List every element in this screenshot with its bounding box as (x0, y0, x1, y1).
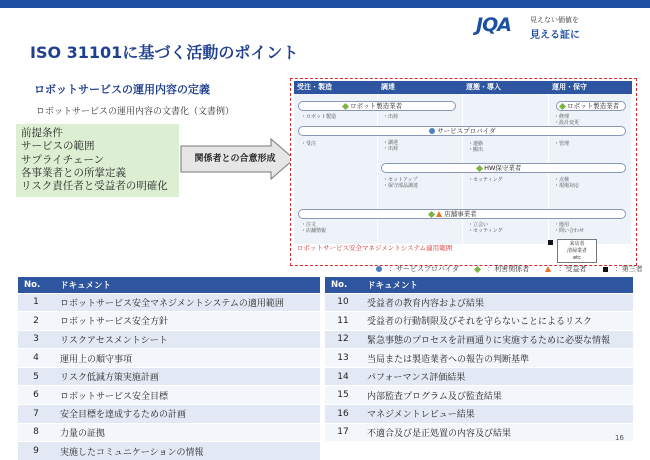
row-number: 3 (18, 330, 54, 349)
document-name: パフォーマンス評価結果 (361, 367, 633, 386)
note: ・修理 (554, 114, 570, 120)
section-subtitle: ロボットサービスの運用内容の定義 (34, 83, 210, 96)
pill-label: サービスプロバイダ (437, 127, 496, 135)
diagram-legend (376, 264, 650, 274)
column-header: 調達 (378, 81, 463, 94)
definition-item: 前提条件 (21, 127, 63, 139)
column-header: ドキュメント (361, 277, 633, 293)
table-row (18, 367, 320, 386)
logo-tagline-bold: 見える証に (530, 30, 580, 41)
note: ・搬出 (468, 147, 484, 153)
document-name: リスク低減方策実施計画 (54, 367, 320, 386)
arrow-label: 関係者との合意形成 (194, 154, 276, 164)
row-number: 17 (325, 423, 361, 442)
provider-circle-icon (376, 266, 382, 272)
note: ・セッティング (468, 177, 503, 183)
document-name: リスクアセスメントシート (54, 330, 320, 349)
beneficiary-triangle-icon (436, 211, 442, 217)
diagram-scope-label: ロボットサービス安全マネジメントシステム適用範囲 (297, 244, 453, 252)
legend-label: ：第三者 (614, 265, 643, 273)
pill-label: 店舗事業者 (444, 210, 477, 218)
row-number: 11 (325, 312, 361, 331)
document-name: ロボットサービス安全目標 (54, 386, 320, 405)
table-row (325, 330, 633, 349)
table-row (325, 312, 633, 331)
third-party-square-icon (603, 267, 608, 272)
note: ・設計変更 (554, 120, 580, 126)
stakeholder-diamond-icon (428, 210, 435, 217)
beneficiary-triangle-icon (545, 266, 551, 272)
column-header: No. (325, 277, 361, 293)
logo-text: JQA (476, 14, 511, 36)
note: ・受注 (301, 141, 317, 147)
note: ・出荷 (383, 146, 399, 152)
row-number: 6 (18, 386, 54, 405)
table-row (325, 367, 633, 386)
document-name: 力量の証拠 (54, 423, 320, 442)
note: ・立会い (468, 222, 489, 228)
document-name: 運用上の順守事項 (54, 349, 320, 368)
stakeholder-diamond-icon (342, 102, 349, 109)
document-name: マネジメントレビュー結果 (361, 405, 633, 424)
documents-table-right (325, 277, 633, 442)
row-number: 9 (18, 442, 54, 460)
jqa-logo (476, 14, 636, 42)
note: ・運用 (554, 222, 570, 228)
table-row (18, 349, 320, 368)
column-header: 受注・製造 (294, 81, 378, 94)
definition-item: サービスの範囲 (21, 140, 95, 153)
document-name: 実施したコミュニケーションの情報 (54, 442, 320, 460)
document-name: ロボットサービス安全方針 (54, 312, 320, 331)
pill-hw-maintenance (381, 163, 626, 173)
top-accent-bar (0, 0, 650, 8)
table-row (18, 293, 320, 312)
table-row (18, 423, 320, 442)
note: ・管理 (554, 141, 570, 147)
table-row (325, 349, 633, 368)
service-flow-diagram (290, 78, 637, 266)
note: ・連絡 (468, 141, 484, 147)
third-party-box (557, 239, 597, 263)
definition-item: サプライチェーン (21, 153, 105, 166)
legend-label: ：受益者 (558, 265, 587, 273)
pill-label: ロボット製造業者 (567, 102, 620, 110)
note: ・出荷 (383, 114, 399, 120)
logo-tagline: 見えない価値を (530, 16, 579, 24)
row-number: 2 (18, 312, 54, 331)
document-name: 内部監査プログラム及び監査結果 (361, 386, 633, 405)
pill-manufacturer (298, 101, 456, 111)
document-name: 緊急事態のプロセスを計画通りに実施するために必要な情報 (361, 330, 633, 349)
table-row (18, 442, 320, 460)
section-caption: ロボットサービスの運用内容の文書化（文書例） (36, 107, 235, 117)
third-party-item: 来店者 (569, 241, 585, 247)
row-number: 7 (18, 405, 54, 424)
definition-list (16, 124, 179, 197)
third-party-item: etc (573, 255, 581, 261)
column-header: No. (18, 277, 54, 293)
row-number: 13 (325, 349, 361, 368)
table-row (18, 405, 320, 424)
pill-label: HW保守業者 (484, 164, 522, 172)
row-number: 5 (18, 367, 54, 386)
legend-label: ：サービスプロバイダ (389, 265, 459, 273)
table-row (18, 330, 320, 349)
definition-item: 各事業者との所掌定義 (21, 166, 126, 179)
note: ・セッティング (468, 228, 503, 234)
table-row (325, 405, 633, 424)
third-party-item: 清掃業者 (566, 248, 587, 254)
document-name: 受益者の教育内容および結果 (361, 293, 633, 312)
note: ・ロボット製造 (301, 114, 337, 120)
note: ・セットアップ (383, 177, 418, 183)
row-number: 14 (325, 367, 361, 386)
third-party-square-icon (548, 240, 553, 245)
row-number: 16 (325, 405, 361, 424)
note: ・店舗情報 (301, 228, 327, 234)
row-number: 8 (18, 423, 54, 442)
column-header: 運用・保守 (549, 81, 632, 94)
stakeholder-diamond-icon (476, 164, 483, 171)
definition-item: リスク責任者と受益者の明確化 (21, 180, 168, 193)
stakeholder-diamond-icon (474, 265, 481, 272)
document-name: 安全目標を達成するための計画 (54, 405, 320, 424)
table-row (18, 312, 320, 331)
pill-manufacturer (556, 101, 626, 111)
note: ・問い合わせ (554, 228, 585, 234)
pill-service-provider (298, 126, 626, 136)
pill-store-operator (298, 209, 626, 219)
column-header: 運搬・導入 (463, 81, 549, 94)
document-name: 不適合及び是正処置の内容及び結果 (361, 423, 633, 442)
note: ・調達 (383, 140, 399, 146)
document-name: 当局または製造業者への報告の判断基準 (361, 349, 633, 368)
row-number: 10 (325, 293, 361, 312)
note: ・注文 (301, 222, 317, 228)
page-number: 16 (615, 434, 624, 442)
legend-label: ：利害関係者 (487, 265, 530, 273)
note: ・現場対応 (554, 183, 580, 189)
documents-table-left (18, 277, 320, 460)
row-number: 1 (18, 293, 54, 312)
document-name: 受益者の行動制限及びそれを守らないことによるリスク (361, 312, 633, 331)
provider-circle-icon (429, 128, 435, 134)
note: ・保守部品調達 (383, 183, 419, 189)
note: ・点検 (554, 177, 570, 183)
table-row (325, 293, 633, 312)
table-row (325, 386, 633, 405)
page-title: ISO 31101に基づく活動のポイント (30, 43, 299, 62)
row-number: 15 (325, 386, 361, 405)
row-number: 12 (325, 330, 361, 349)
row-number: 4 (18, 349, 54, 368)
table-row (325, 423, 633, 442)
stakeholder-diamond-icon (559, 102, 566, 109)
column-header: ドキュメント (54, 277, 320, 293)
pill-label: ロボット製造業者 (350, 102, 403, 110)
table-row (18, 386, 320, 405)
document-name: ロボットサービス安全マネジメントシステムの適用範囲 (54, 293, 320, 312)
